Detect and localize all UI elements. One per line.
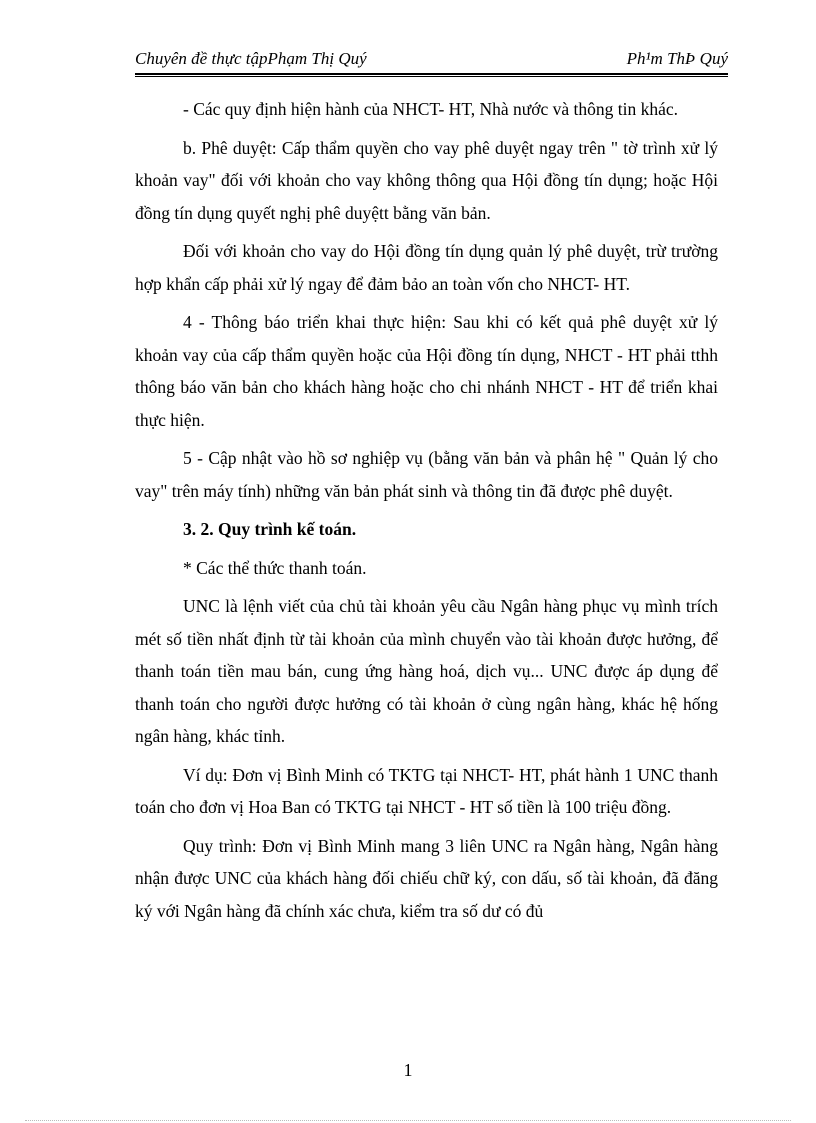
document-body (135, 93, 718, 933)
paragraph-payment-methods: * Các thể thức thanh toán. (183, 557, 367, 578)
paragraph-example: Ví dụ: Đơn vị Bình Minh có TKTG tại NHCT- HT, phát hành 1 UNC thanh toán cho đơn vị Hoa Ban có TKTG tại NHCT - HT số tiền là 100 triệu đồng. (135, 764, 718, 817)
section-heading: 3. 2. Quy trình kế toán. (183, 519, 357, 539)
paragraph-approval: b. Phê duyệt: Cấp thẩm quyền cho vay phê duyệt ngay trên " tờ trình xử lý khoản vay" đối với khoản cho vay không thông qua Hội đồng tín dụng; hoặc Hội đồng tín dụng quyết nghị phê duyệtt bằng văn bản. (135, 137, 718, 223)
paragraph-notification: 4 - Thông báo triển khai thực hiện: Sau khi có kết quả phê duyệt xử lý khoản vay của cấp thẩm quyền hoặc của Hội đồng tín dụng, NHCT - HT phải tthh thông báo văn bản cho khách hàng hoặc cho chi nhánh NHCT - HT để triển khai thực hiện. (135, 312, 718, 430)
paragraph-procedure: Quy trình: Đơn vị Bình Minh mang 3 liên UNC ra Ngân hàng, Ngân hàng nhận được UNC của khách hàng đối chiếu chữ ký, con dấu, số tài khoản, đã đăng ký với Ngân hàng đã chính xác chưa, kiểm tra số dư có đủ (135, 835, 718, 921)
paragraph-update-records: 5 - Cập nhật vào hồ sơ nghiệp vụ (bằng văn bản và phân hệ " Quản lý cho vay" trên máy tính) những văn bản phát sinh và thông tin đã được phê duyệt. (135, 448, 718, 501)
paragraph-regulations: - Các quy định hiện hành của NHCT- HT, Nhà nước và thông tin khác. (183, 99, 679, 119)
header-left-title: Chuyên đề thực tậpPhạm Thị Quý (135, 49, 367, 68)
page-bottom-divider (25, 1120, 791, 1121)
page-number: 1 (403, 1060, 413, 1080)
paragraph-unc-definition: UNC là lệnh viết của chủ tài khoản yêu cầu Ngân hàng phục vụ mình trích mét số tiền nhất định từ tài khoản của mình chuyển vào tài khoản được hưởng, để thanh toán tiền mau bán, cung ứng hàng hoá, dịch vụ... UNC được áp dụng để thanh toán cho người được hưởng có tài khoản ở cùng ngân hàng, khác hệ hống ngân hàng, khác tỉnh. (135, 596, 718, 746)
header-right-author: Ph¹m ThÞ Quý (626, 49, 728, 68)
paragraph-credit-council: Đối với khoản cho vay do Hội đồng tín dụng quản lý phê duyệt, trừ trường hợp khẩn cấp phải xử lý ngay để đảm bảo an toàn vốn cho NHCT- HT. (135, 241, 718, 294)
header-divider (135, 73, 728, 77)
page-header (135, 47, 728, 71)
